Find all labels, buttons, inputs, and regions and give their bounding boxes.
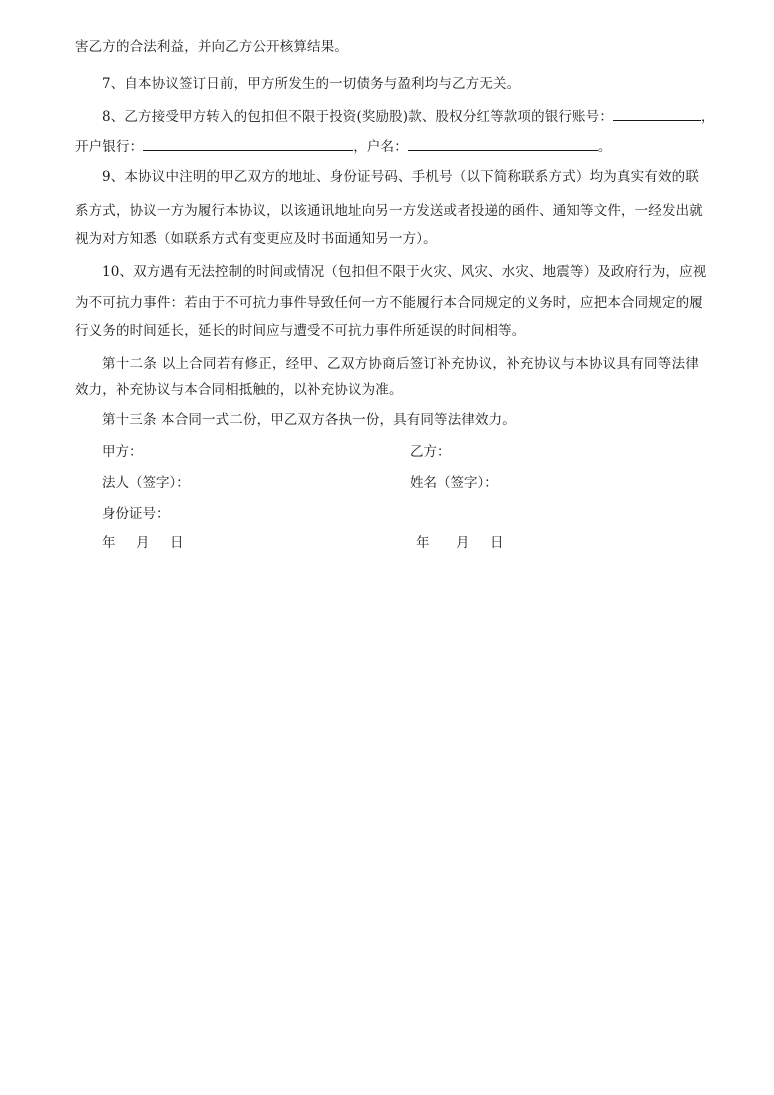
clause-9-line-2: [75, 203, 703, 219]
line-text: 系方式，协议一方为履行本协议，以该通讯地址向另一方发送或者投递的函件、通知等文件，一经发出就: [75, 203, 703, 219]
day-label: 日: [490, 535, 504, 551]
party-a-label: 甲方：: [102, 444, 143, 460]
line-text: 效力，补充协议与本合同相抵触的，以补充协议为准。: [75, 382, 403, 398]
line-text: 视为对方知悉（如联系方式有变更应及时书面通知另一方）。: [75, 231, 437, 247]
date-party-b: [416, 535, 504, 551]
clause-7: [102, 76, 699, 92]
clause-10-line-2: [75, 295, 703, 311]
day-label: 日: [170, 535, 184, 551]
line-text: 害乙方的合法利益，并向乙方公开核算结果。: [75, 39, 348, 55]
year-label: 年: [102, 535, 116, 551]
line-text: ，: [700, 109, 715, 125]
line-text: 9、本协议中注明的甲乙双方的地址、身份证号码、手机号（以下简称联系方式）均为真实有效的联: [102, 169, 699, 185]
paragraph-6-tail: [75, 39, 699, 55]
clause-8-line-1: [102, 108, 715, 125]
article-12-line-1: [102, 356, 699, 372]
line-text: 为不可抗力事件：若由于不可抗力事件导致任何一方不能履行本合同规定的义务时，应把本合同规定的履: [75, 295, 703, 311]
line-text: 8、乙方接受甲方转入的包扣但不限于投资(奖励股)款、股权分红等款项的银行账号：: [102, 109, 613, 125]
party-b-label: 乙方：: [410, 444, 451, 460]
date-party-a: [102, 535, 184, 551]
id-number-label: 身份证号：: [102, 506, 170, 522]
line-text: 10、双方遇有无法控制的时间或情况（包扣但不限于火灾、风灾、水灾、地震等）及政府行为，应视: [102, 264, 707, 280]
account-holder-blank: [408, 138, 598, 151]
month-label: 月: [136, 535, 150, 551]
name-signature-label: 姓名（签字）：: [410, 475, 498, 491]
line-text: 开户银行：: [75, 139, 144, 155]
bank-name-blank: [143, 138, 353, 151]
line-text: 。: [597, 139, 612, 155]
month-label: 月: [456, 535, 470, 551]
line-text: 第十三条 本合同一式二份，甲乙双方各执一份，具有同等法律效力。: [102, 412, 516, 428]
legal-rep-signature-label: 法人（签字）：: [102, 475, 190, 491]
clause-8-line-2: [75, 138, 699, 154]
clause-9-line-3: [75, 231, 699, 247]
year-label: 年: [416, 535, 430, 551]
bank-account-blank: [613, 108, 701, 121]
clause-10-line-3: [75, 323, 699, 339]
line-text: 7、自本协议签订日前，甲方所发生的一切债务与盈利均与乙方无关。: [102, 76, 521, 92]
article-12-line-2: [75, 382, 699, 398]
clause-10-line-1: [102, 264, 707, 280]
line-text: ，户名：: [353, 139, 408, 155]
line-text: 行义务的时间延长，延长的时间应与遭受不可抗力事件所延误的时间相等。: [75, 323, 526, 339]
clause-9-line-1: [102, 169, 699, 185]
article-13: [102, 412, 699, 428]
line-text: 第十二条 以上合同若有修正，经甲、乙双方协商后签订补充协议，补充协议与本协议具有同等法律: [102, 356, 699, 372]
